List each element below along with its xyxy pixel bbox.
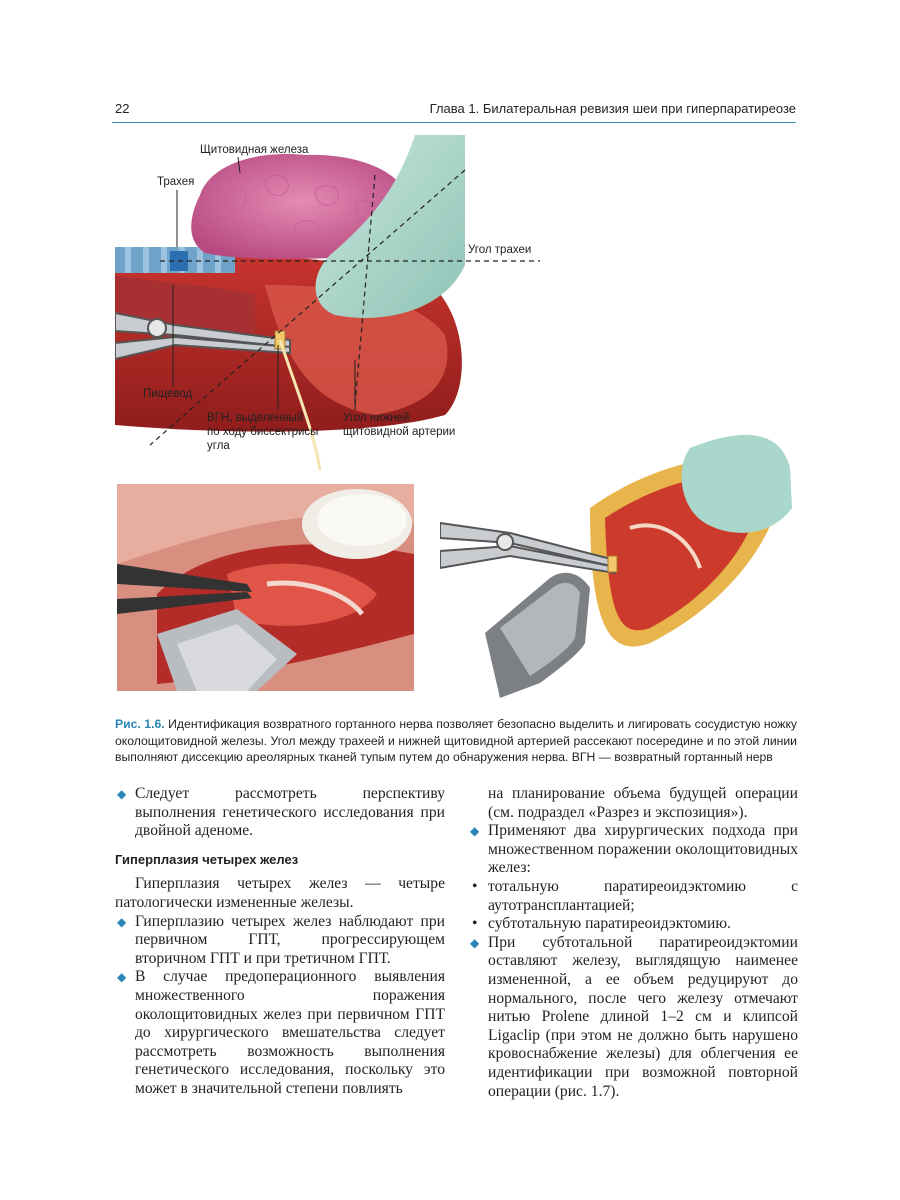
left-column	[115, 785, 445, 1099]
anatomy-illustration	[115, 135, 545, 470]
diamond-bullet-icon: ◆	[470, 935, 480, 950]
list-item: ◆ Применяют два хирургических подхода при множественном поражении околощитовидных желез:	[470, 822, 798, 877]
label-esophagus: Пищевод	[143, 388, 193, 400]
list-item: ◆ Гиперплазию четырех желез наблюдают при первичном ГПТ, прогрессирующем вторичном ГПТ и при третичном ГПТ.	[117, 912, 445, 967]
right-column	[468, 785, 798, 1101]
diamond-bullet-icon: ◆	[117, 787, 127, 801]
label-tracheal-angle: Угол трахеи	[468, 244, 532, 256]
dissection-illustration	[440, 428, 792, 698]
label-trachea: Трахея	[157, 176, 195, 188]
figure-label: Рис. 1.6.	[115, 717, 165, 731]
caption-text: Идентификация возвратного гортанного нерва позволяет безопасно выделить и лигировать сосудистую ножку околощитовидной железы. Угол между трахеей и нижней щитовидной артерией рассекают посередине и по этой линии выполняют диссекцию ареолярных тканей тупым путем до обнаружения нерва. ВГН — возвратный гортанный нерв	[115, 717, 798, 764]
page-number: 22	[115, 101, 130, 116]
list-item: ◆ Следует рассмотреть перспективу выполнения генетического исследования при двойной аденоме.	[117, 785, 445, 840]
paragraph: Гиперплазия четырех желез — четыре патологически измененные железы.	[115, 875, 445, 911]
paragraph-continuation: на планирование объема будущей операции (см. подраздел «Разрез и экспозиция»).	[488, 785, 798, 821]
label-rln: ВГН, выделенный по ходу биссектрисы угла	[207, 412, 319, 452]
diamond-bullet-icon: ◆	[117, 970, 127, 985]
dot-bullet-icon: •	[472, 915, 478, 933]
surgical-photo	[117, 484, 414, 691]
diamond-bullet-icon: ◆	[470, 824, 480, 839]
running-header: Глава 1. Билатеральная ревизия шеи при гиперпаратиреозе	[429, 101, 796, 116]
label-artery-angle: Угол нижней щитовидной артерии	[343, 412, 456, 438]
dot-bullet-icon: •	[472, 877, 478, 895]
header-rule	[112, 122, 796, 123]
figure-caption	[115, 716, 797, 766]
surgical-photo-drawing	[117, 484, 414, 691]
diamond-bullet-icon: ◆	[117, 914, 127, 929]
section-heading: Гиперплазия четырех желез	[115, 851, 299, 867]
list-item: ◆ В случае предоперационного выявления множественного поражения околощитовидных желез при первичном ГПТ до хирургического вмешательства следует рассмотреть возможность выполнения генетического исследования, поскольку это может в значительной степени повлиять	[117, 968, 445, 1097]
sub-list-item: • тотальную паратиреоидэктомию с аутотрансплантацией;	[472, 877, 798, 914]
label-thyroid: Щитовидная железа	[200, 144, 309, 156]
list-item: ◆ При субтотальной паратиреоидэктомии оставляют железу, выглядящую наименее измененной, а ее объем редуцируют до нормального, после чего железу отмечают нитью Prolene длиной 1–2 см и клипсой Ligaclip (при этом не должно быть нарушено кровоснабжение железы) для облегчения ее идентификации при возможной повторной операции (рис. 1.7).	[470, 933, 798, 1100]
sub-list-item: • субтотальную паратиреоидэктомию.	[472, 915, 731, 933]
dissection-drawing	[440, 428, 792, 698]
